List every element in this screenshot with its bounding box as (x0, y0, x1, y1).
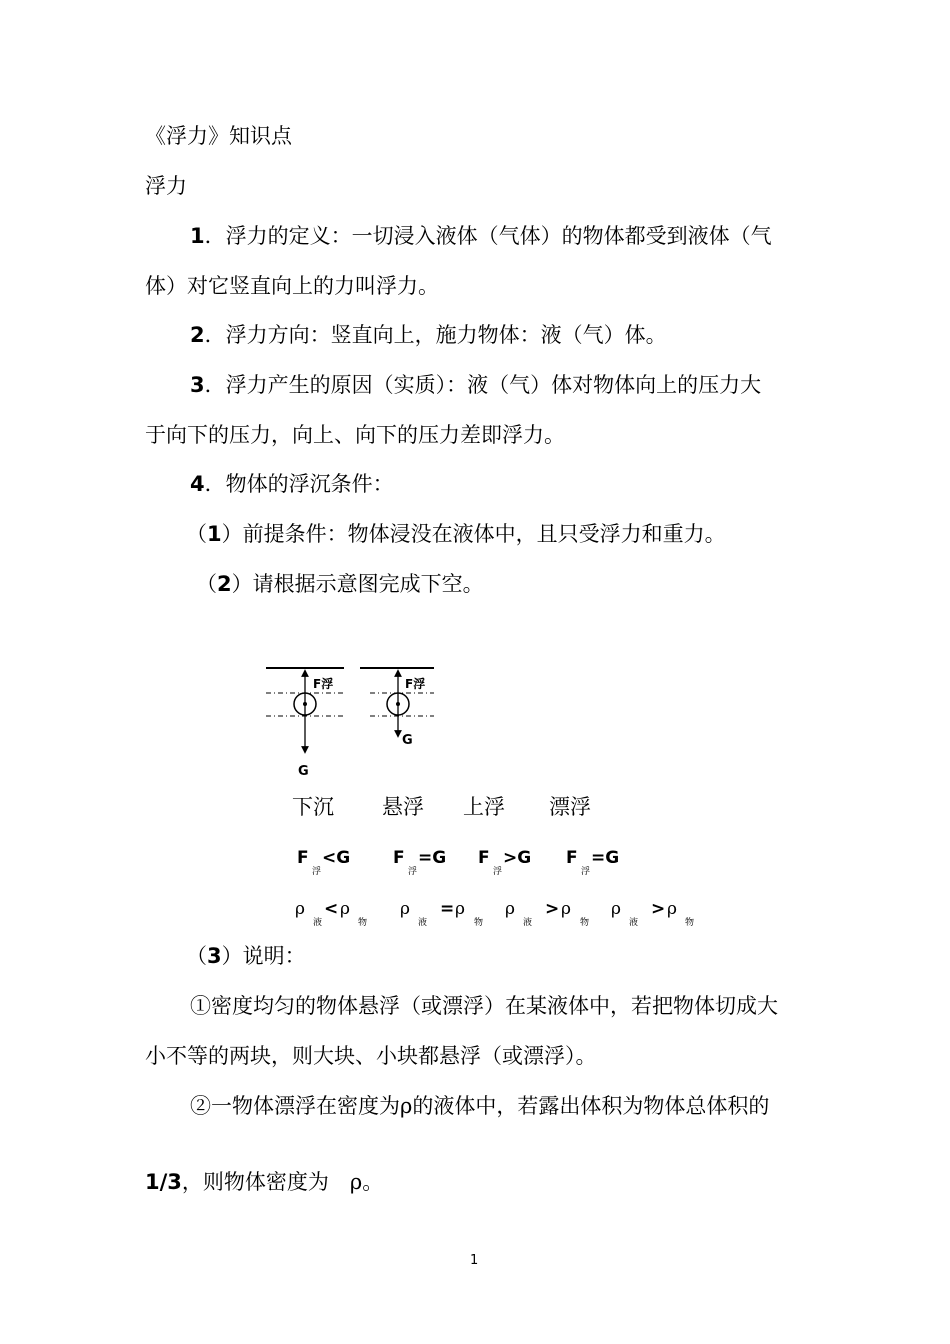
state-sink: 下沉 (292, 795, 334, 819)
sub-item-2-text: ）请根据示意图完成下空。 (231, 572, 484, 596)
item-4 (190, 474, 394, 495)
sub-item-3-number: 3 (207, 944, 222, 968)
note-1-line-1: ①密度均匀的物体悬浮（或漂浮）在某液体中，若把物体切成大 (190, 994, 778, 1018)
sub-item-3-text: ）说明： (221, 944, 306, 968)
fraction: 1/3 (145, 1170, 182, 1194)
note-1-line-2: 小不等的两块，则大块、小块都悬浮（或漂浮）。 (145, 1044, 597, 1068)
item-3-text: ．浮力产生的原因（实质）：液（气）体对物体向上的压力大 (204, 373, 762, 397)
item-2-text: ．浮力方向：竖直向上，施力物体：液（气）体。 (204, 323, 667, 347)
note-2-line-2 (145, 1172, 383, 1193)
item-1-number: 1 (190, 224, 205, 248)
note-2-text: ，则物体密度为 ρ。 (181, 1170, 384, 1194)
item-3-line-2: 于向下的压力，向上、向下的压力差即浮力。 (145, 423, 565, 447)
gravity-label: G (298, 764, 309, 779)
state-float: 漂浮 (549, 795, 591, 819)
item-1-line-2: 体）对它竖直向上的力叫浮力。 (145, 274, 439, 298)
note-2-line-1: ②一物体漂浮在密度为ρ的液体中，若露出体积为物体总体积的 (190, 1094, 770, 1118)
sub-item-1-text: ）前提条件：物体浸没在液体中，且只受浮力和重力。 (221, 522, 726, 546)
item-1-line-1 (190, 226, 772, 247)
page-number: 1 (470, 1253, 479, 1268)
document-page: 《浮力》知识点 浮力 1．浮力的定义：一切浸入液体（气体）的物体都受到液体（气 体）对它竖直向上的力叫浮力。 2．浮力方向：竖直向上，施力物体：液（气）体。 3．浮力产生的原因（实质）：液（气）体对物体向上的压力大 于向下的压力，向上、向下的压力差即浮力。 4．物体的浮沉条件： （1）前提条件：物体浸没在液体中，且只受浮力和重力。 （2）请根据示意图完成下空。 F浮 G F浮 G 下沉 悬浮 上浮 漂浮 F 浮 <G F 浮 =G F 浮 >G F 浮 =G ρ 液 < ρ 物 ρ 液 = ρ 物 ρ 液 > ρ 物 ρ 液 > ρ 物 （3）说明： ①密度均匀的物体悬浮（或漂浮）在某液体中，若把物体切成大 小不等的两块，则大块、小块都悬浮（或漂浮）。 ②一物体漂浮在密度为ρ的液体中，若露出体积为物体总体积的 1/3，则物体密度为 ρ。 1 (145, 124, 778, 1268)
buoyant-force-label: F浮 (313, 677, 334, 691)
sub-item-2: （2）请根据示意图完成下空。 (196, 572, 484, 596)
buoyancy-diagram (262, 658, 442, 788)
sub-item-1-number: 1 (207, 522, 222, 546)
sub-item-2-number: 2 (217, 572, 232, 596)
section-heading: 浮力 (145, 174, 187, 198)
buoyant-force-label: F浮 (405, 677, 426, 691)
state-rise: 上浮 (463, 795, 505, 819)
state-suspend: 悬浮 (382, 795, 424, 819)
sub-item-3: （3）说明： (186, 944, 306, 968)
item-4-number: 4 (190, 472, 205, 496)
item-3-line-1 (190, 375, 761, 396)
item-2-number: 2 (190, 323, 205, 347)
item-3-number: 3 (190, 373, 205, 397)
item-2 (190, 325, 667, 346)
item-4-text: ．物体的浮沉条件： (204, 472, 394, 496)
item-1-text: ．浮力的定义：一切浸入液体（气体）的物体都受到液体（气 (204, 224, 772, 248)
gravity-label: G (402, 733, 413, 748)
sub-item-1: （1）前提条件：物体浸没在液体中，且只受浮力和重力。 (186, 522, 726, 546)
document-title: 《浮力》知识点 (145, 124, 292, 148)
